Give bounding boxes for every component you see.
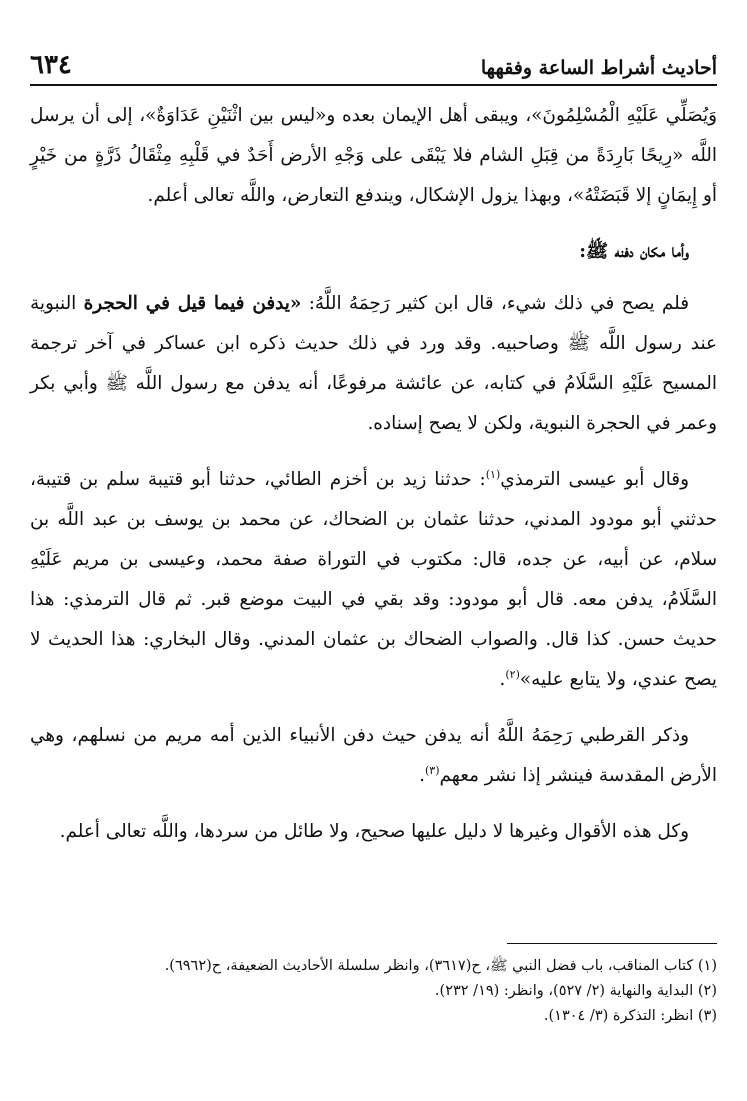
footnote-ref-1[interactable]: (١) — [485, 467, 501, 481]
paragraph-5 — [30, 812, 717, 852]
footnote-1: (١) كتاب المناقب، باب فضل النبي ﷺ، ح(٣٦١٧)، وانظر سلسلة الأحاديث الضعيفة، ح(٦٩٦٢). — [164, 958, 717, 974]
paragraph-4-text: وذكر القرطبي رَحِمَهُ اللَّهُ أنه يدفن حيث دفن الأنبياء الذين أمه مريم من نسلهم، وهي الأرض المقدسة فينشر إذا نشر معهم — [30, 725, 717, 786]
main-text — [30, 96, 717, 868]
paragraph-3 — [30, 460, 717, 700]
section-heading-text: وأما مكان دفنه ﷺ: — [579, 241, 689, 262]
paragraph-1 — [30, 96, 717, 216]
footnote-ref-2[interactable]: (٢) — [505, 667, 520, 681]
footnote-3: (٣) انظر: التذكرة (٣/ ١٣٠٤). — [543, 1008, 717, 1024]
paragraph-3-end: . — [499, 669, 506, 690]
paragraph-4-end: . — [419, 765, 425, 786]
running-title: أحاديث أشراط الساعة وفقهها — [480, 57, 717, 79]
paragraph-2-intro: فلم يصح في ذلك شيء، قال ابن كثير رَحِمَهُ اللَّهُ: — [301, 293, 689, 314]
footnotes — [30, 954, 717, 1029]
footnote-separator — [507, 943, 717, 944]
paragraph-1-text: وَيُصَلِّي عَلَيْهِ الْمُسْلِمُونَ»، ويبقى أهل الإيمان بعده و«ليس بين اثْنَيْنِ عَدَاوَةٌ»، إلى أن يرسل اللَّه «رِيحًا بَارِدَةً من قِبَلِ الشام فلا يَبْقَى على وَجْهِ الأرض أَحَدٌ في قَلْبِهِ مِثْقَالُ ذَرَّةٍ من خَيْرٍ أو إِيمَانٍ إلا قَبَضَتْهُ»، وبهذا يزول الإشكال، ويندفع التعارض، واللَّه تعالى أعلم. — [30, 105, 717, 206]
paragraph-2 — [30, 284, 717, 444]
paragraph-4 — [30, 716, 717, 796]
section-heading — [30, 232, 717, 272]
paragraph-3-intro: وقال أبو عيسى الترمذي — [500, 469, 689, 490]
paragraph-2-text: النبوية عند رسول اللَّه ﷺ وصاحبيه. وقد ورد في ذلك حديث ذكره ابن عساكر في آخر ترجمة المسيح عَلَيْهِ السَّلَامُ في كتابه، عن عائشة مرفوعًا، أنه يدفن مع رسول اللَّه ﷺ وأبي بكر وعمر في الحجرة النبوية، ولكن لا يصح إسناده. — [30, 293, 717, 434]
footnote-2: (٢) البداية والنهاية (٢/ ٥٢٧)، وانظر: (١٩/ ٢٣٢). — [434, 983, 717, 999]
paragraph-3-text: : حدثنا زيد بن أخزم الطائي، حدثنا أبو قتيبة سلم بن قتيبة، حدثني أبو مودود المدني، حدثنا عثمان بن الضحاك، عن محمد بن يوسف بن عبد اللَّه بن سلام، عن أبيه، عن جده، قال: مكتوب في التوراة صفة محمد، وعيسى بن مريم عَلَيْهِ السَّلَامُ، يدفن معه. قال أبو مودود: وقد بقي في البيت موضع قبر. ثم قال الترمذي: هذا حديث حسن. كذا قال. والصواب الضحاك بن عثمان المدني. وقال البخاري: هذا الحديث لا يصح عندي، ولا يتابع عليه» — [30, 469, 717, 690]
footnote-ref-3[interactable]: (٣) — [425, 763, 440, 777]
page-number: ٦٣٤ — [30, 50, 72, 80]
paragraph-2-quote: «يدفن فيما قيل في الحجرة — [83, 293, 302, 314]
page-header — [30, 52, 717, 86]
paragraph-5-text: وكل هذه الأقوال وغيرها لا دليل عليها صحيح، ولا طائل من سردها، واللَّه تعالى أعلم. — [59, 821, 689, 842]
